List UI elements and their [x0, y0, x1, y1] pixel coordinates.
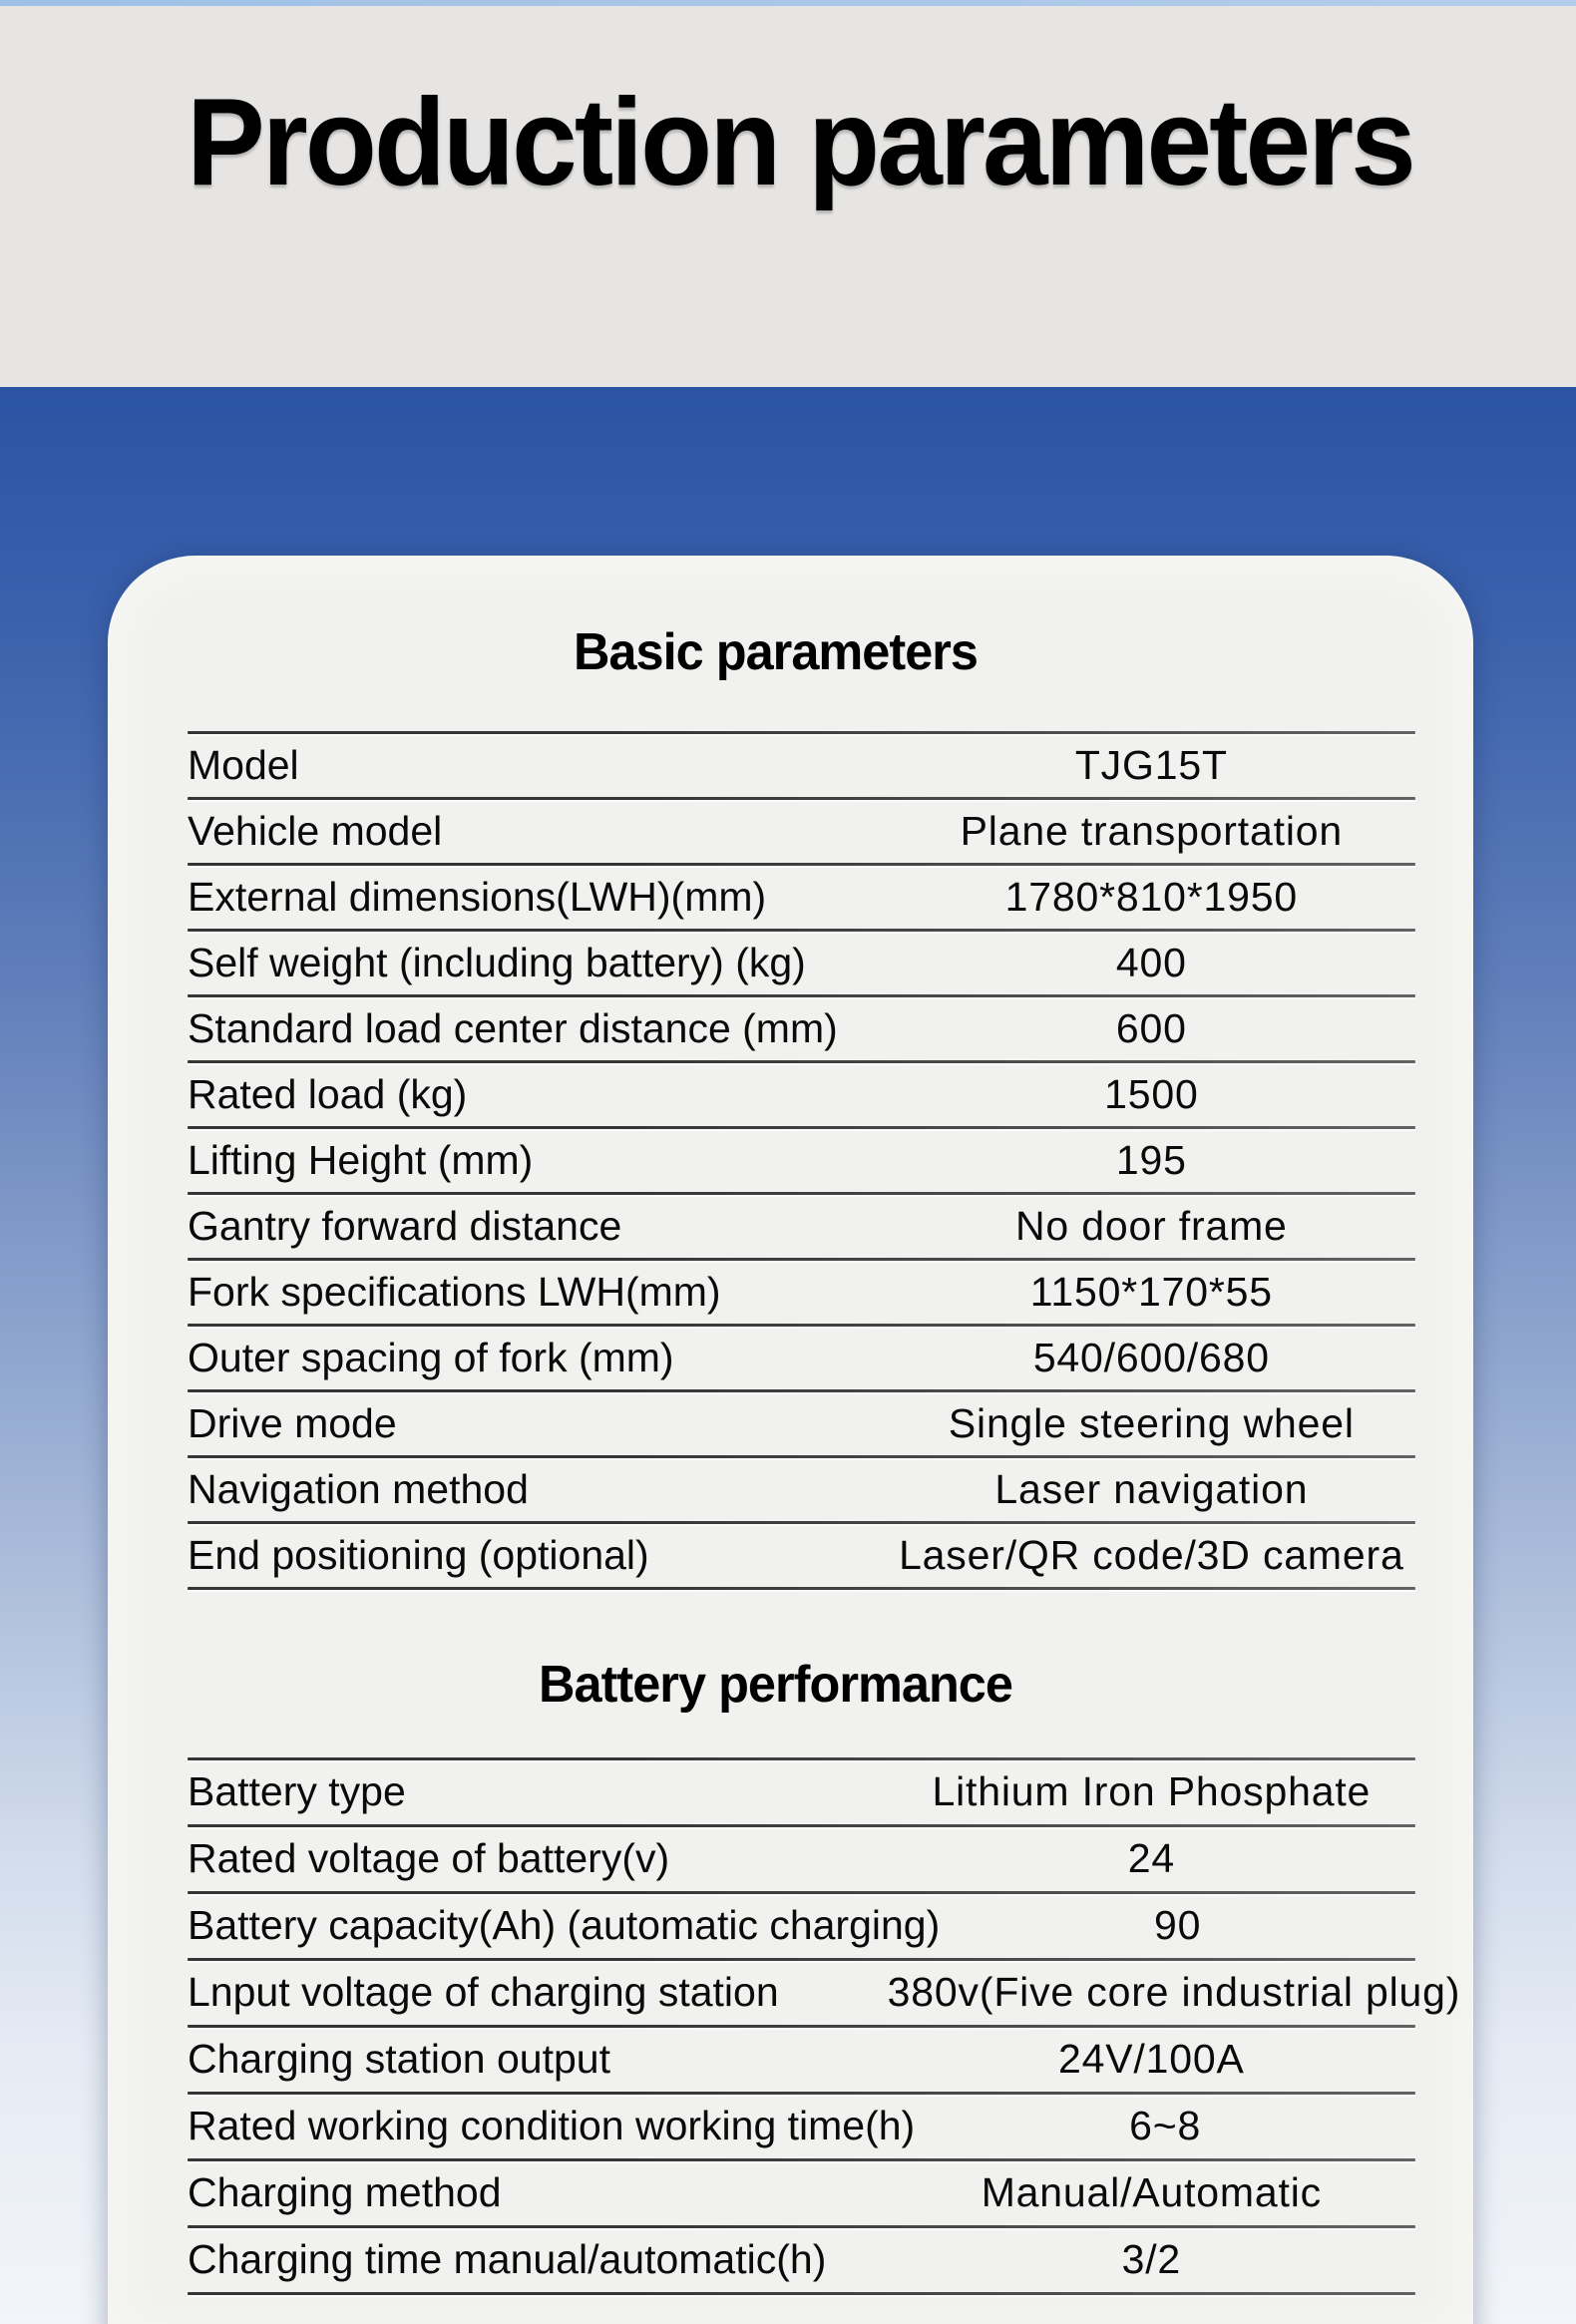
top-accent-strip — [0, 0, 1576, 6]
spec-label: Rated working condition working time(h) — [188, 2103, 916, 2149]
section-title: Battery performance — [539, 1656, 1012, 1714]
spec-value: Single steering wheel — [948, 1399, 1355, 1446]
spec-value: Manual/Automatic — [981, 2169, 1322, 2216]
spec-label: End positioning (optional) — [188, 1531, 649, 1578]
spec-value: 90 — [1154, 1902, 1202, 1949]
spec-row — [188, 1961, 1461, 2025]
spec-label-cell — [188, 2037, 888, 2082]
spec-label: Charging method — [188, 2169, 502, 2216]
spec-value: 24 — [1127, 1835, 1175, 1882]
spec-value-cell — [940, 1903, 1415, 1948]
row-divider — [188, 1587, 1415, 1590]
spec-label: Rated load (kg) — [188, 1070, 468, 1117]
spec-value: 3/2 — [1121, 2236, 1182, 2283]
spec-row — [188, 1392, 1415, 1455]
spec-row — [188, 866, 1415, 929]
spec-label: Outer spacing of fork (mm) — [188, 1334, 674, 1380]
spec-value: 1150*170*55 — [1029, 1268, 1273, 1315]
spec-row — [188, 1063, 1415, 1126]
spec-value: 1780*810*1950 — [1004, 873, 1299, 920]
spec-row — [188, 1261, 1415, 1324]
blue-gradient-backdrop — [0, 387, 1576, 2324]
spec-value: 6~8 — [1129, 2103, 1202, 2149]
spec-label-cell — [188, 1903, 940, 1948]
spec-label-cell — [188, 809, 888, 854]
spec-label-cell — [188, 1769, 888, 1814]
spec-label: External dimensions(LWH)(mm) — [188, 873, 767, 920]
spec-value-cell — [888, 1836, 1415, 1881]
page-header — [0, 0, 1576, 387]
spec-row — [188, 800, 1415, 863]
spec-label-cell — [188, 1072, 888, 1117]
spec-value-cell — [888, 2170, 1415, 2215]
spec-section — [108, 623, 1473, 1590]
spec-value: 24V/100A — [1058, 2036, 1245, 2083]
spec-label-cell — [188, 1336, 888, 1380]
spec-row — [188, 1827, 1415, 1891]
spec-row — [188, 997, 1415, 1060]
spec-value-cell — [888, 1072, 1415, 1117]
spec-label: Vehicle model — [188, 807, 443, 854]
spec-label-cell — [188, 875, 888, 920]
spec-row — [188, 734, 1415, 797]
spec-label: Charging station output — [188, 2036, 610, 2083]
spec-row — [188, 1129, 1415, 1192]
spec-value: No door frame — [1014, 1202, 1288, 1249]
spec-value: 195 — [1115, 1136, 1187, 1183]
spec-value-cell — [888, 875, 1415, 920]
spec-label-cell — [188, 1006, 888, 1051]
spec-label-cell — [188, 1401, 888, 1446]
row-divider — [188, 2292, 1415, 2295]
spec-table — [188, 1757, 1461, 2295]
spec-label-cell — [188, 2237, 888, 2282]
page-title: Production parameters — [187, 74, 1413, 211]
spec-value: 540/600/680 — [1032, 1334, 1270, 1380]
spec-label: Lifting Height (mm) — [188, 1136, 534, 1183]
spec-label: Gantry forward distance — [188, 1202, 622, 1249]
spec-value-cell — [888, 2237, 1415, 2282]
spec-value-cell — [888, 1769, 1415, 1814]
spec-value-cell — [888, 2037, 1415, 2082]
spec-row — [188, 2095, 1415, 2158]
spec-value-cell — [888, 1138, 1415, 1183]
spec-label-cell — [188, 1204, 888, 1249]
spec-section — [108, 1656, 1473, 2295]
spec-label: Rated voltage of battery(v) — [188, 1835, 670, 1882]
spec-value: Laser/QR code/3D camera — [899, 1531, 1404, 1578]
spec-table — [188, 731, 1415, 1590]
spec-value: Plane transportation — [960, 807, 1343, 854]
spec-value-cell — [888, 1401, 1415, 1446]
spec-row — [188, 1195, 1415, 1258]
spec-label-cell — [188, 1467, 888, 1512]
spec-label: Charging time manual/automatic(h) — [188, 2236, 827, 2283]
spec-row — [188, 1524, 1415, 1587]
spec-label-cell — [188, 1836, 888, 1881]
spec-label: Drive mode — [188, 1399, 397, 1446]
spec-label-cell — [188, 1533, 888, 1578]
spec-label: Self weight (including battery) (kg) — [188, 939, 806, 985]
spec-value: 1500 — [1104, 1070, 1199, 1117]
spec-label: Fork specifications LWH(mm) — [188, 1268, 721, 1315]
spec-label: Battery capacity(Ah) (automatic charging) — [188, 1902, 941, 1949]
spec-card — [108, 556, 1473, 2324]
spec-value: 400 — [1115, 939, 1187, 985]
spec-label-cell — [188, 1138, 888, 1183]
spec-value-cell — [888, 1006, 1415, 1051]
spec-label: Lnput voltage of charging station — [188, 1969, 779, 2016]
spec-label-cell — [188, 1270, 888, 1315]
spec-value-cell — [888, 1533, 1415, 1578]
spec-value-cell — [888, 1336, 1415, 1380]
spec-label-cell — [188, 1970, 888, 2015]
spec-row — [188, 932, 1415, 994]
spec-label-cell — [188, 941, 888, 985]
spec-label: Standard load center distance (mm) — [188, 1004, 838, 1051]
section-title: Basic parameters — [573, 623, 979, 681]
spec-label-cell — [188, 2170, 888, 2215]
spec-value-cell — [888, 1467, 1415, 1512]
spec-row — [188, 1894, 1415, 1958]
spec-value: TJG15T — [1074, 741, 1228, 788]
spec-row — [188, 1760, 1415, 1824]
spec-label: Model — [188, 741, 299, 788]
spec-row — [188, 1327, 1415, 1389]
spec-row — [188, 2028, 1415, 2092]
spec-value: Lithium Iron Phosphate — [932, 1768, 1372, 1815]
spec-value-cell — [888, 1204, 1415, 1249]
spec-value-cell — [888, 743, 1415, 788]
spec-label: Battery type — [188, 1768, 406, 1815]
spec-label-cell — [188, 743, 888, 788]
spec-value-cell — [888, 941, 1415, 985]
spec-value-cell — [915, 2104, 1415, 2148]
spec-label: Navigation method — [188, 1465, 529, 1512]
spec-label-cell — [188, 2104, 915, 2148]
spec-value: 600 — [1115, 1004, 1187, 1051]
spec-row — [188, 2228, 1415, 2292]
spec-row — [188, 1458, 1415, 1521]
spec-value-cell — [888, 809, 1415, 854]
spec-value-cell — [888, 1970, 1461, 2015]
spec-value: 380v(Five core industrial plug) — [887, 1969, 1461, 2016]
spec-value-cell — [888, 1270, 1415, 1315]
spec-value: Laser navigation — [994, 1465, 1309, 1512]
spec-row — [188, 2161, 1415, 2225]
